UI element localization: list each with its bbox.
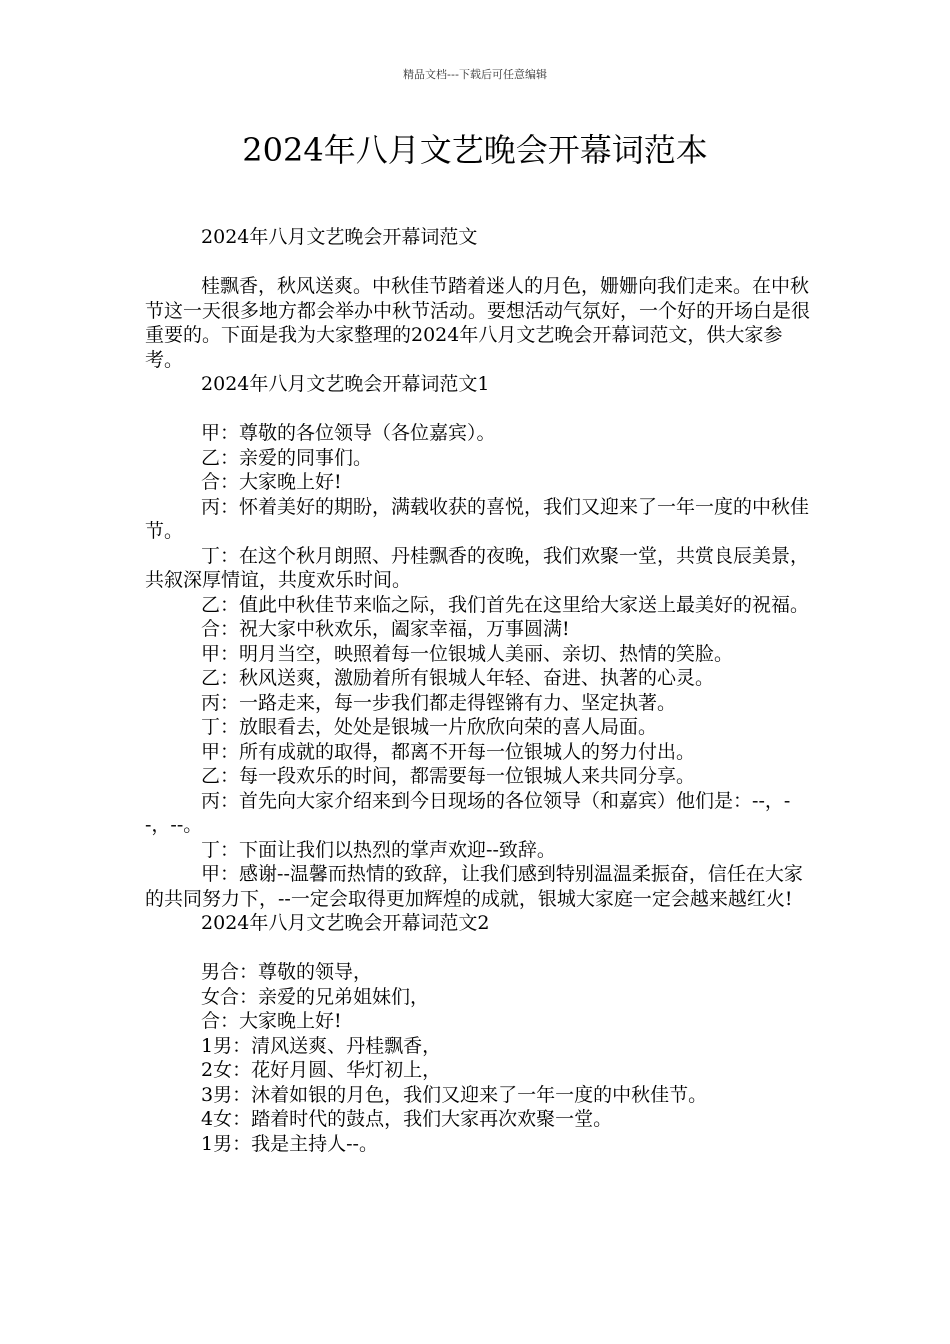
body-paragraph: 男合：尊敬的领导，: [201, 961, 373, 983]
body-paragraph: 合：大家晚上好!: [201, 471, 342, 493]
document-title: 2024年八月文艺晚会开幕词范本: [242, 131, 708, 169]
body-paragraph: 丙：一路走来，每一步我们都走得铿锵有力、坚定执著。: [201, 691, 677, 714]
body-paragraph: 合：大家晚上好!: [201, 1010, 342, 1032]
body-paragraph: 甲：尊敬的各位领导（各位嘉宾）。: [201, 422, 496, 444]
body-paragraph: 甲：明月当空，映照着每一位银城人美丽、亲切、热情的笑脸。: [201, 642, 734, 665]
body-paragraph: 甲：所有成就的取得，都离不开每一位银城人的努力付出。: [201, 740, 696, 763]
document-body: [145, 225, 815, 1156]
page-header-note: 精品文档---下载后可任意编辑: [403, 68, 547, 81]
body-paragraph: 4女：踏着时代的鼓点，我们大家再次欢聚一堂。: [201, 1108, 613, 1130]
body-paragraph: 1男：清风送爽、丹桂飘香，: [201, 1034, 442, 1057]
body-paragraph: 甲：感谢--温馨而热情的致辞，让我们感到特别温温柔振奋，信任在大家的共同努力下，--一定会取得更加辉煌的成就，银城大家庭一定会越来越红火!: [145, 863, 803, 910]
body-paragraph: 乙：亲爱的同事们。: [201, 446, 373, 469]
body-paragraph: 丁：下面让我们以热烈的掌声欢迎--致辞。: [201, 838, 556, 861]
body-paragraph: 乙：秋风送爽，激励着所有银城人年轻、奋进、执著的心灵。: [201, 667, 715, 689]
body-paragraph: 3男：沐着如银的月色，我们又迎来了一年一度的中秋佳节。: [201, 1083, 708, 1106]
body-paragraph: 丁：在这个秋月朗照、丹桂飘香的夜晚，我们欢聚一堂，共赏良辰美景，共叙深厚情谊，共度欢乐时间。: [145, 544, 810, 591]
body-paragraph: 2024年八月文艺晚会开幕词范文1: [201, 373, 490, 395]
body-paragraph: 女合：亲爱的兄弟姐妹们，: [201, 985, 430, 1008]
body-paragraph: 合：祝大家中秋欢乐，阖家幸福，万事圆满!: [201, 618, 570, 640]
body-paragraph: 2024年八月文艺晚会开幕词范文: [201, 226, 478, 248]
body-paragraph: 1男：我是主持人--。: [201, 1132, 378, 1155]
body-paragraph: 乙：每一段欢乐的时间，都需要每一位银城人来共同分享。: [201, 765, 696, 787]
body-paragraph: 2女：花好月圆、华灯初上，: [201, 1059, 442, 1081]
body-paragraph: 乙：值此中秋佳节来临之际，我们首先在这里给大家送上最美好的祝福。: [201, 593, 810, 616]
body-paragraph: 2024年八月文艺晚会开幕词范文2: [201, 912, 490, 934]
body-paragraph: 丙：怀着美好的期盼，满载收获的喜悦，我们又迎来了一年一度的中秋佳节。: [145, 495, 810, 542]
body-paragraph: 丁：放眼看去，处处是银城一片欣欣向荣的喜人局面。: [201, 716, 658, 738]
body-paragraph: 桂飘香，秋风送爽。中秋佳节踏着迷人的月色，姗姗向我们走来。在中秋节这一天很多地方都会举办中秋节活动。要想活动气氛好，一个好的开场白是很重要的。下面是我为大家整理的2024年八月文艺晚会开幕词范文，供大家参考。: [145, 275, 811, 371]
body-paragraph: 丙：首先向大家介绍来到今日现场的各位领导（和嘉宾）他们是：--，--，--。: [145, 789, 791, 836]
